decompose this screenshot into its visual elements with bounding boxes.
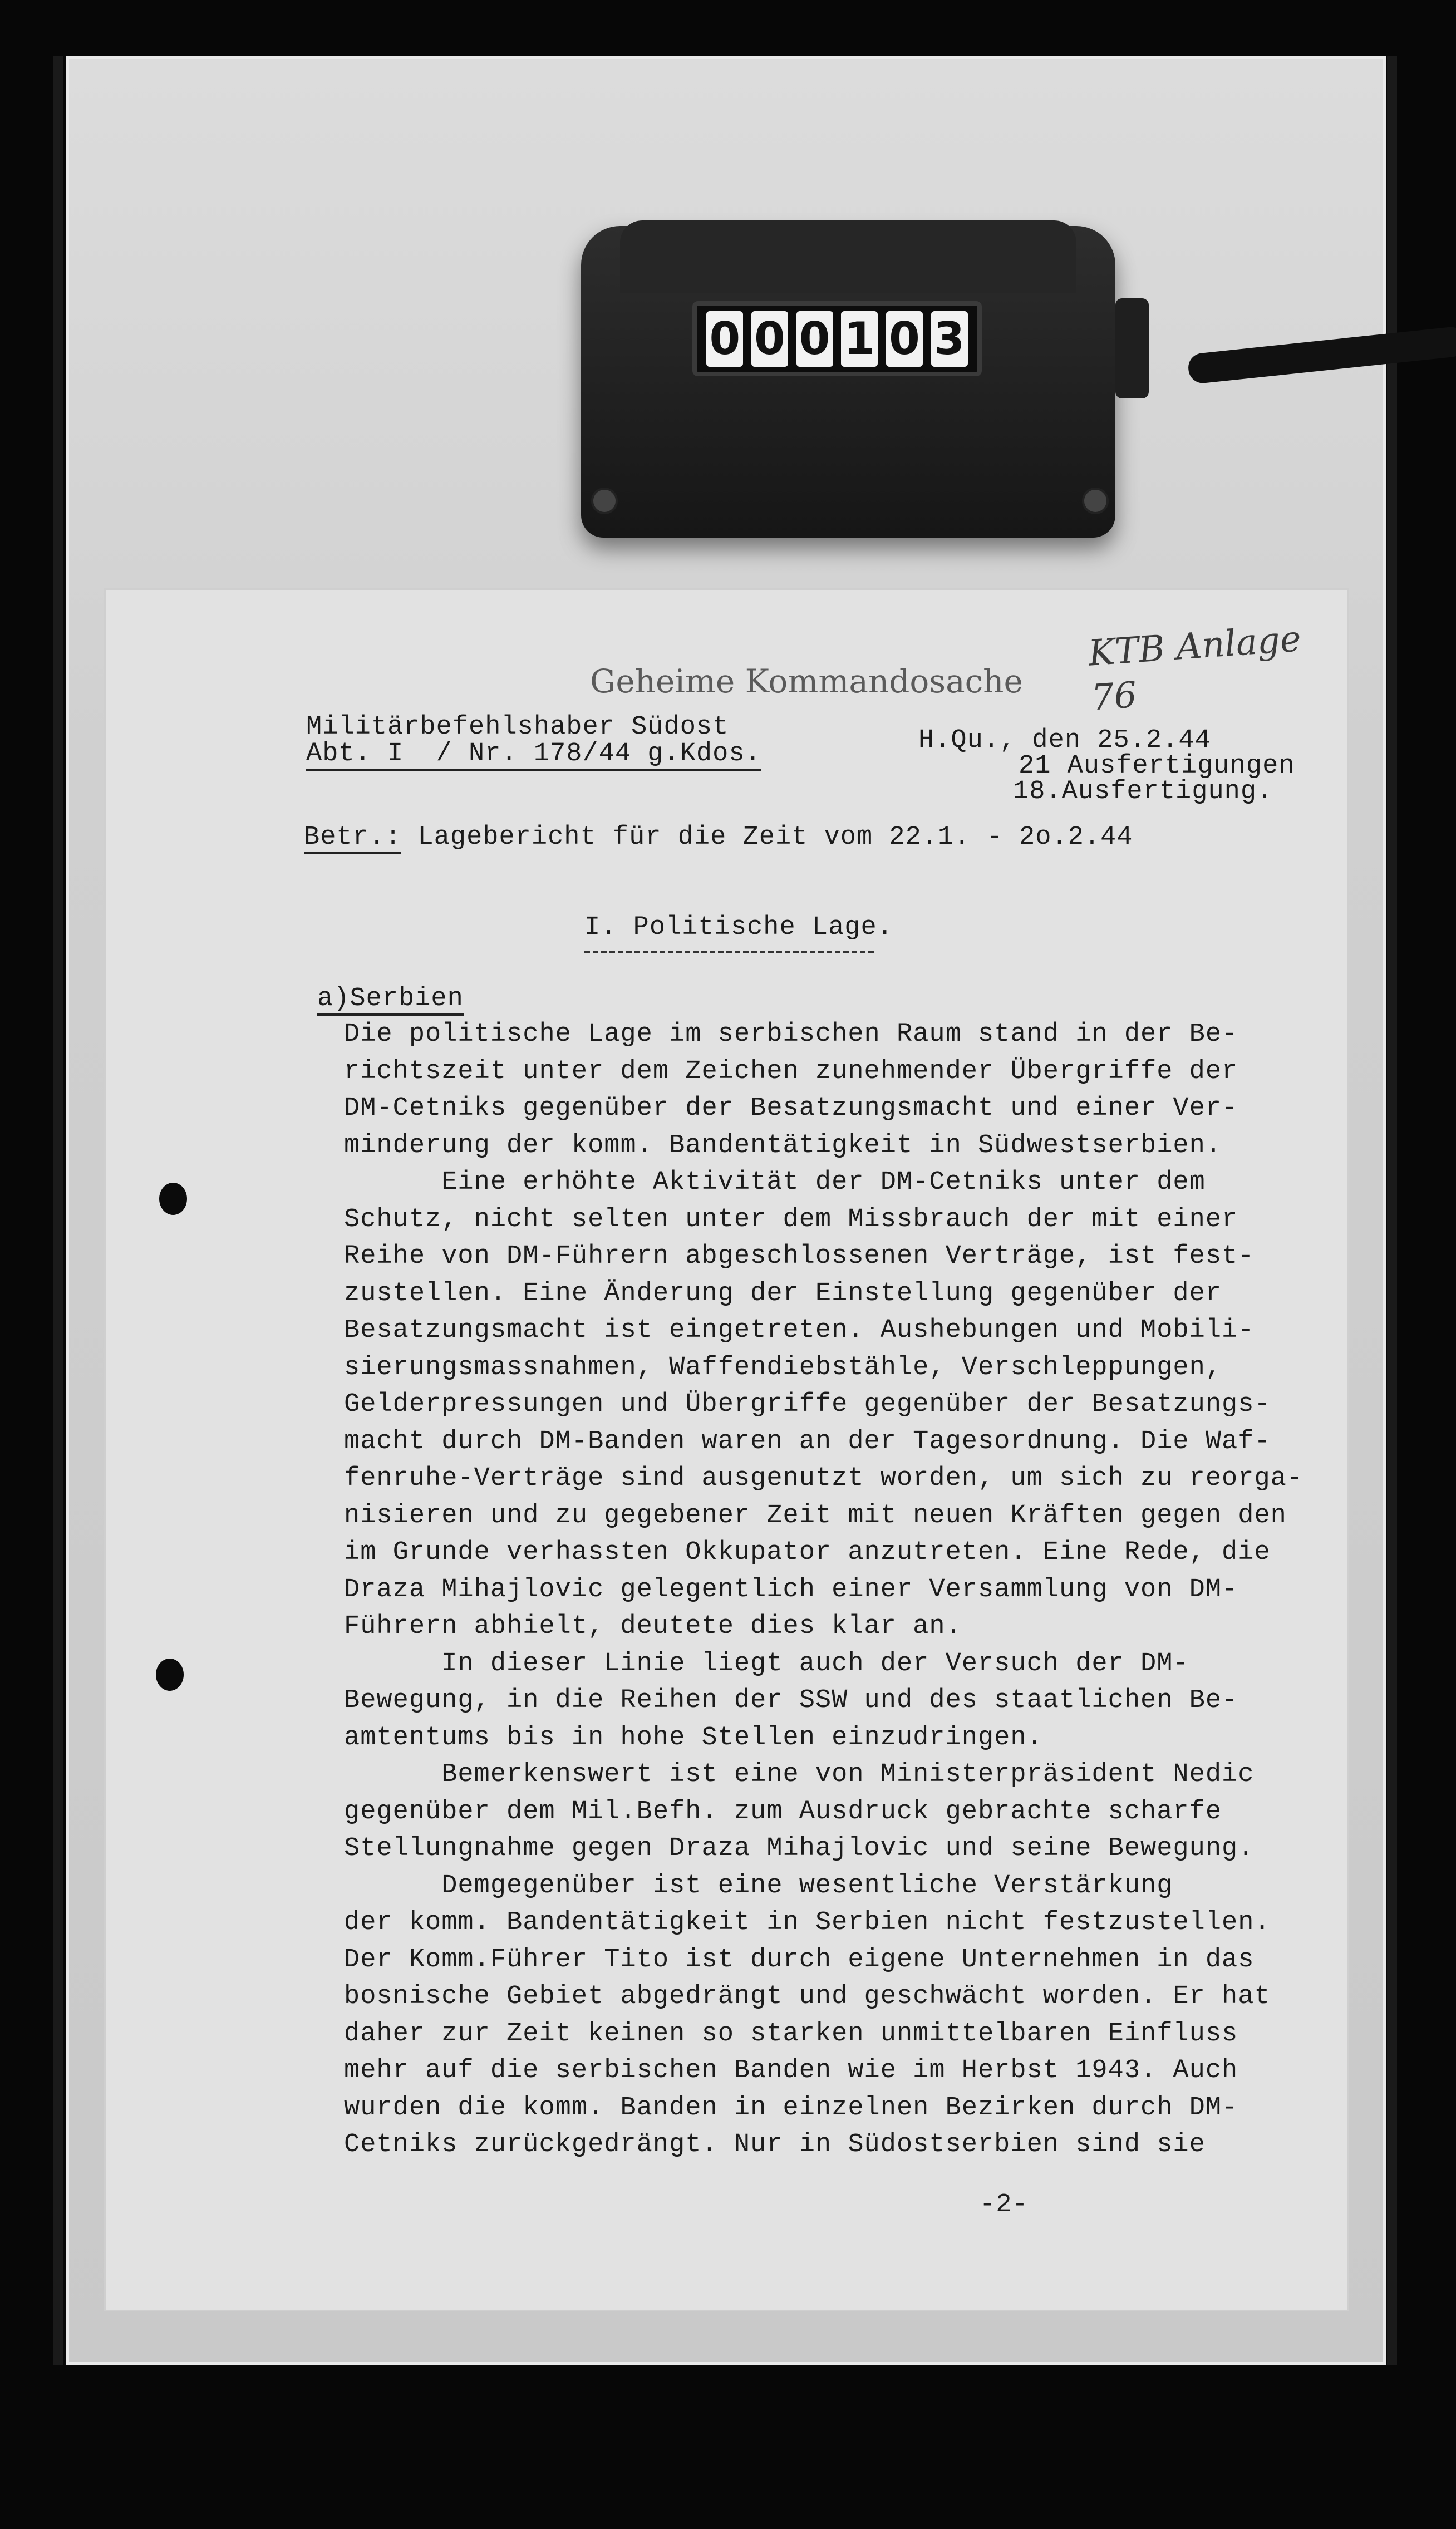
punch-hole <box>156 1659 184 1691</box>
body-line: gegenüber dem Mil.Befh. zum Ausdruck gebrachte scharfe <box>344 1797 1222 1827</box>
heading-underline <box>584 951 874 953</box>
body-line: Schutz, nicht selten unter dem Missbrauch der mit einer <box>344 1204 1238 1234</box>
page-number: -2- <box>980 2190 1029 2220</box>
classification-stamp: Geheime Kommandosache <box>590 662 1023 700</box>
body-line: Bemerkenswert ist eine von Ministerpräsident Nedic <box>344 1760 1255 1789</box>
subject-label: Betr.: <box>304 823 401 854</box>
body-line: Demgegenüber ist eine wesentliche Verstärkung <box>344 1871 1173 1901</box>
body-line: Der Komm.Führer Tito ist durch eigene Unternehmen in das <box>344 1945 1255 1975</box>
sender-line: Militärbefehlshaber Südost <box>306 712 729 742</box>
film-edge-left <box>53 56 63 2365</box>
counter-digit: 3 <box>931 311 968 367</box>
counter-digit: 0 <box>796 311 833 367</box>
counter-window <box>692 301 982 376</box>
body-line: In dieser Linie liegt auch der Versuch der DM- <box>344 1649 1189 1679</box>
counter-knob <box>1115 298 1149 398</box>
counter-cable <box>1187 326 1456 385</box>
body-line: bosnische Gebiet abgedrängt und geschwächt worden. Er hat <box>344 1982 1271 2011</box>
body-line: Gelderpressungen und Übergriffe gegenüber der Besatzungs- <box>344 1390 1271 1419</box>
counter-housing-top <box>620 220 1076 293</box>
counter-digit: 0 <box>751 311 788 367</box>
body-line: richtszeit unter dem Zeichen zunehmender Übergriffe der <box>344 1056 1238 1086</box>
reference-number: Abt. I / Nr. 178/44 g.Kdos. <box>306 739 761 771</box>
body-line: Reihe von DM-Führern abgeschlossenen Verträge, ist fest- <box>344 1242 1255 1271</box>
place-date: H.Qu., den 25.2.44 <box>918 726 1211 755</box>
body-line: Cetniks zurückgedrängt. Nur in Südostserbien sind sie <box>344 2130 1206 2159</box>
subsection-label-text: a)Serbien <box>317 984 464 1016</box>
body-line: Eine erhöhte Aktivität der DM-Cetniks unter dem <box>344 1168 1206 1197</box>
body-line: Führern abhielt, deutete dies klar an. <box>344 1612 962 1641</box>
screw-icon <box>1082 488 1109 514</box>
body-line: amtentums bis in hohe Stellen einzudringen. <box>344 1723 1043 1753</box>
body-line: sierungsmassnahmen, Waffendiebstähle, Verschleppungen, <box>344 1352 1222 1382</box>
body-line: wurden die komm. Banden in einzelnen Bezirken durch DM- <box>344 2093 1238 2123</box>
body-line: minderung der komm. Bandentätigkeit in Südwestserbien. <box>344 1130 1222 1160</box>
counter-digit: 0 <box>886 311 923 367</box>
copy-number: 18.Ausfertigung. <box>1013 777 1273 806</box>
punch-hole <box>159 1183 187 1215</box>
subsection-label <box>317 984 464 1013</box>
body-line: daher zur Zeit keinen so starken unmittelbaren Einfluss <box>344 2019 1238 2049</box>
subject-text: Lagebericht für die Zeit vom 22.1. - 2o.2.44 <box>417 823 1133 852</box>
counter-digit: 1 <box>841 311 878 367</box>
subject-line <box>304 823 1133 852</box>
body-line: nisieren und zu gegebener Zeit mit neuen Kräften gegen den <box>344 1500 1287 1531</box>
body-line: fenruhe-Verträge sind ausgenutzt worden, um sich zu reorga- <box>344 1464 1303 1493</box>
frame-counter-device <box>581 226 1115 538</box>
body-line: Stellungnahme gegen Draza Mihajlovic und seine Bewegung. <box>344 1834 1255 1863</box>
screw-icon <box>591 488 618 514</box>
handwritten-annotation: KTB Anlage 76 <box>1087 618 1303 719</box>
body-line: mehr auf die serbischen Banden wie im Herbst 1943. Auch <box>344 2056 1238 2085</box>
body-line: der komm. Bandentätigkeit in Serbien nicht festzustellen. <box>344 1908 1271 1937</box>
body-line: macht durch DM-Banden waren an der Tagesordnung. Die Waf- <box>344 1426 1271 1457</box>
body-line: Die politische Lage im serbischen Raum stand in der Be- <box>344 1020 1238 1049</box>
film-edge-right <box>1387 56 1397 2365</box>
body-line: im Grunde verhassten Okkupator anzutreten. Eine Rede, die <box>344 1538 1271 1567</box>
section-heading: I. Politische Lage. <box>584 913 893 942</box>
body-line: Besatzungsmacht ist eingetreten. Aushebungen und Mobili- <box>344 1316 1255 1345</box>
body-line: Draza Mihajlovic gelegentlich einer Versammlung von DM- <box>344 1575 1238 1605</box>
counter-digit: 0 <box>706 311 743 367</box>
body-line: zustellen. Eine Änderung der Einstellung gegenüber der <box>344 1278 1222 1308</box>
copies-count: 21 Ausfertigungen <box>1019 751 1295 781</box>
body-line: Bewegung, in die Reihen der SSW und des staatlichen Be- <box>344 1686 1238 1715</box>
document-page <box>106 590 1347 2310</box>
body-line: DM-Cetniks gegenüber der Besatzungsmacht und einer Ver- <box>344 1094 1238 1123</box>
